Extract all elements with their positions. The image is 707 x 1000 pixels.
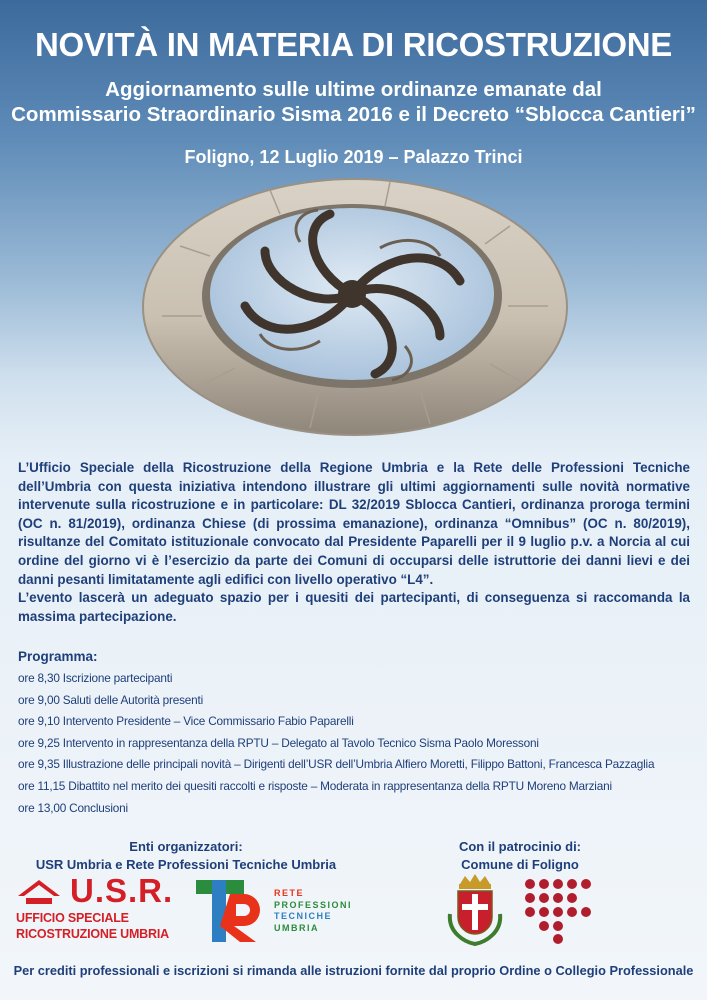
house-icon xyxy=(16,878,62,906)
event-date-location: Foligno, 12 Luglio 2019 – Palazzo Trinci xyxy=(184,147,523,167)
rose-window-image xyxy=(140,176,570,438)
programme-heading: Programma: xyxy=(18,649,98,664)
programme-item: ore 9,35 Illustrazione delle principali novità – Dirigenti dell’USR dell’Umbria Alfiero Moretti, Filippo Battoni, Francesca Pazzaglia xyxy=(18,757,655,772)
decorative-dots-logo-icon xyxy=(522,876,594,944)
organizers-label: Enti organizzatori: xyxy=(129,839,243,854)
programme-item: ore 13,00 Conclusioni xyxy=(18,800,128,815)
patronage-names: Comune di Foligno xyxy=(461,857,579,872)
organizers-names: USR Umbria e Rete Professioni Tecniche Umbria xyxy=(35,857,337,872)
rpt-logo-line4: UMBRIA xyxy=(274,922,319,933)
poster-subtitle-line1: Aggiornamento sulle ultime ordinanze emanate dal xyxy=(105,78,602,101)
programme-item: ore 9,25 Intervento in rappresentanza della RPTU – Delegato al Tavolo Tecnico Sisma Paolo Moressoni xyxy=(18,735,539,750)
rpt-logo-line3: TECNICHE xyxy=(274,911,333,921)
usr-logo xyxy=(14,872,179,944)
patronage-label: Con il patrocinio di: xyxy=(458,839,582,854)
usr-logo-line1: UFFICIO SPECIALE xyxy=(16,911,129,925)
rpt-logo-text xyxy=(274,888,352,934)
rpt-logo xyxy=(196,876,368,946)
rpt-logo-line2: PROFESSIONI xyxy=(274,899,353,910)
description-paragraph-1: L’Ufficio Speciale della Ricostruzione della Regione Umbria e la Rete delle Professioni Tecniche dell’Umbria con questa iniziativa intendono illustrare gli ultimi aggiornamenti sulle novità normative intervenute sulla ricostruzione e in particolare: DL 32/2019 Sblocca Cantieri, ordinanza proroga termini (OC n. 81/2019), ordinanza Chiese (di prossima emanazione), ordinanza “Omnibus” (OC n. 80/2019), risultanze del Comitato istituzionale convocato dal Presidente Paparelli per il 9 luglio p.v. a Norcia al cui ordine del giorno vi è l’esercizio da parte dei Comuni di occuparsi delle istruttorie dei danni lievi e dei danni pesanti limitatamente agli edifici con livello operativo “L4”. xyxy=(18,460,690,587)
programme-list xyxy=(18,668,654,819)
poster-title: NOVITÀ IN MATERIA DI RICOSTRUZIONE xyxy=(35,26,672,63)
description-paragraph-2: L’evento lascerà un adeguato spazio per i quesiti dei partecipanti, di conseguenza si raccomanda la massima partecipazione. xyxy=(18,590,690,624)
rpt-monogram-icon xyxy=(196,876,268,944)
patronage-block xyxy=(430,838,610,874)
usr-logo-line2: RICOSTRUZIONE UMBRIA xyxy=(16,927,169,941)
programme-item: ore 9,10 Intervento Presidente – Vice Commissario Fabio Paparelli xyxy=(18,714,354,729)
programme-item: ore 8,30 Iscrizione partecipanti xyxy=(18,671,173,685)
programme-item: ore 11,15 Dibattito nel merito dei quesiti raccolti e risposte – Moderata in rappresentanza della RPTU Moreno Marziani xyxy=(18,778,612,793)
usr-logo-title: U.S.R. xyxy=(70,872,174,909)
event-description xyxy=(18,459,690,626)
organizers-block xyxy=(28,838,344,874)
programme-item: ore 9,00 Saluti delle Autorità presenti xyxy=(18,692,204,707)
poster-subtitle-line2: Commissario Straordinario Sisma 2016 e il Decreto “Sblocca Cantieri” xyxy=(11,103,696,126)
foligno-coat-of-arms-icon xyxy=(444,874,506,946)
rpt-logo-line1: RETE xyxy=(274,888,305,898)
footer-note: Per crediti professionali e iscrizioni si rimanda alle istruzioni fornite dal proprio Ordine o Collegio Professionale xyxy=(13,963,694,978)
